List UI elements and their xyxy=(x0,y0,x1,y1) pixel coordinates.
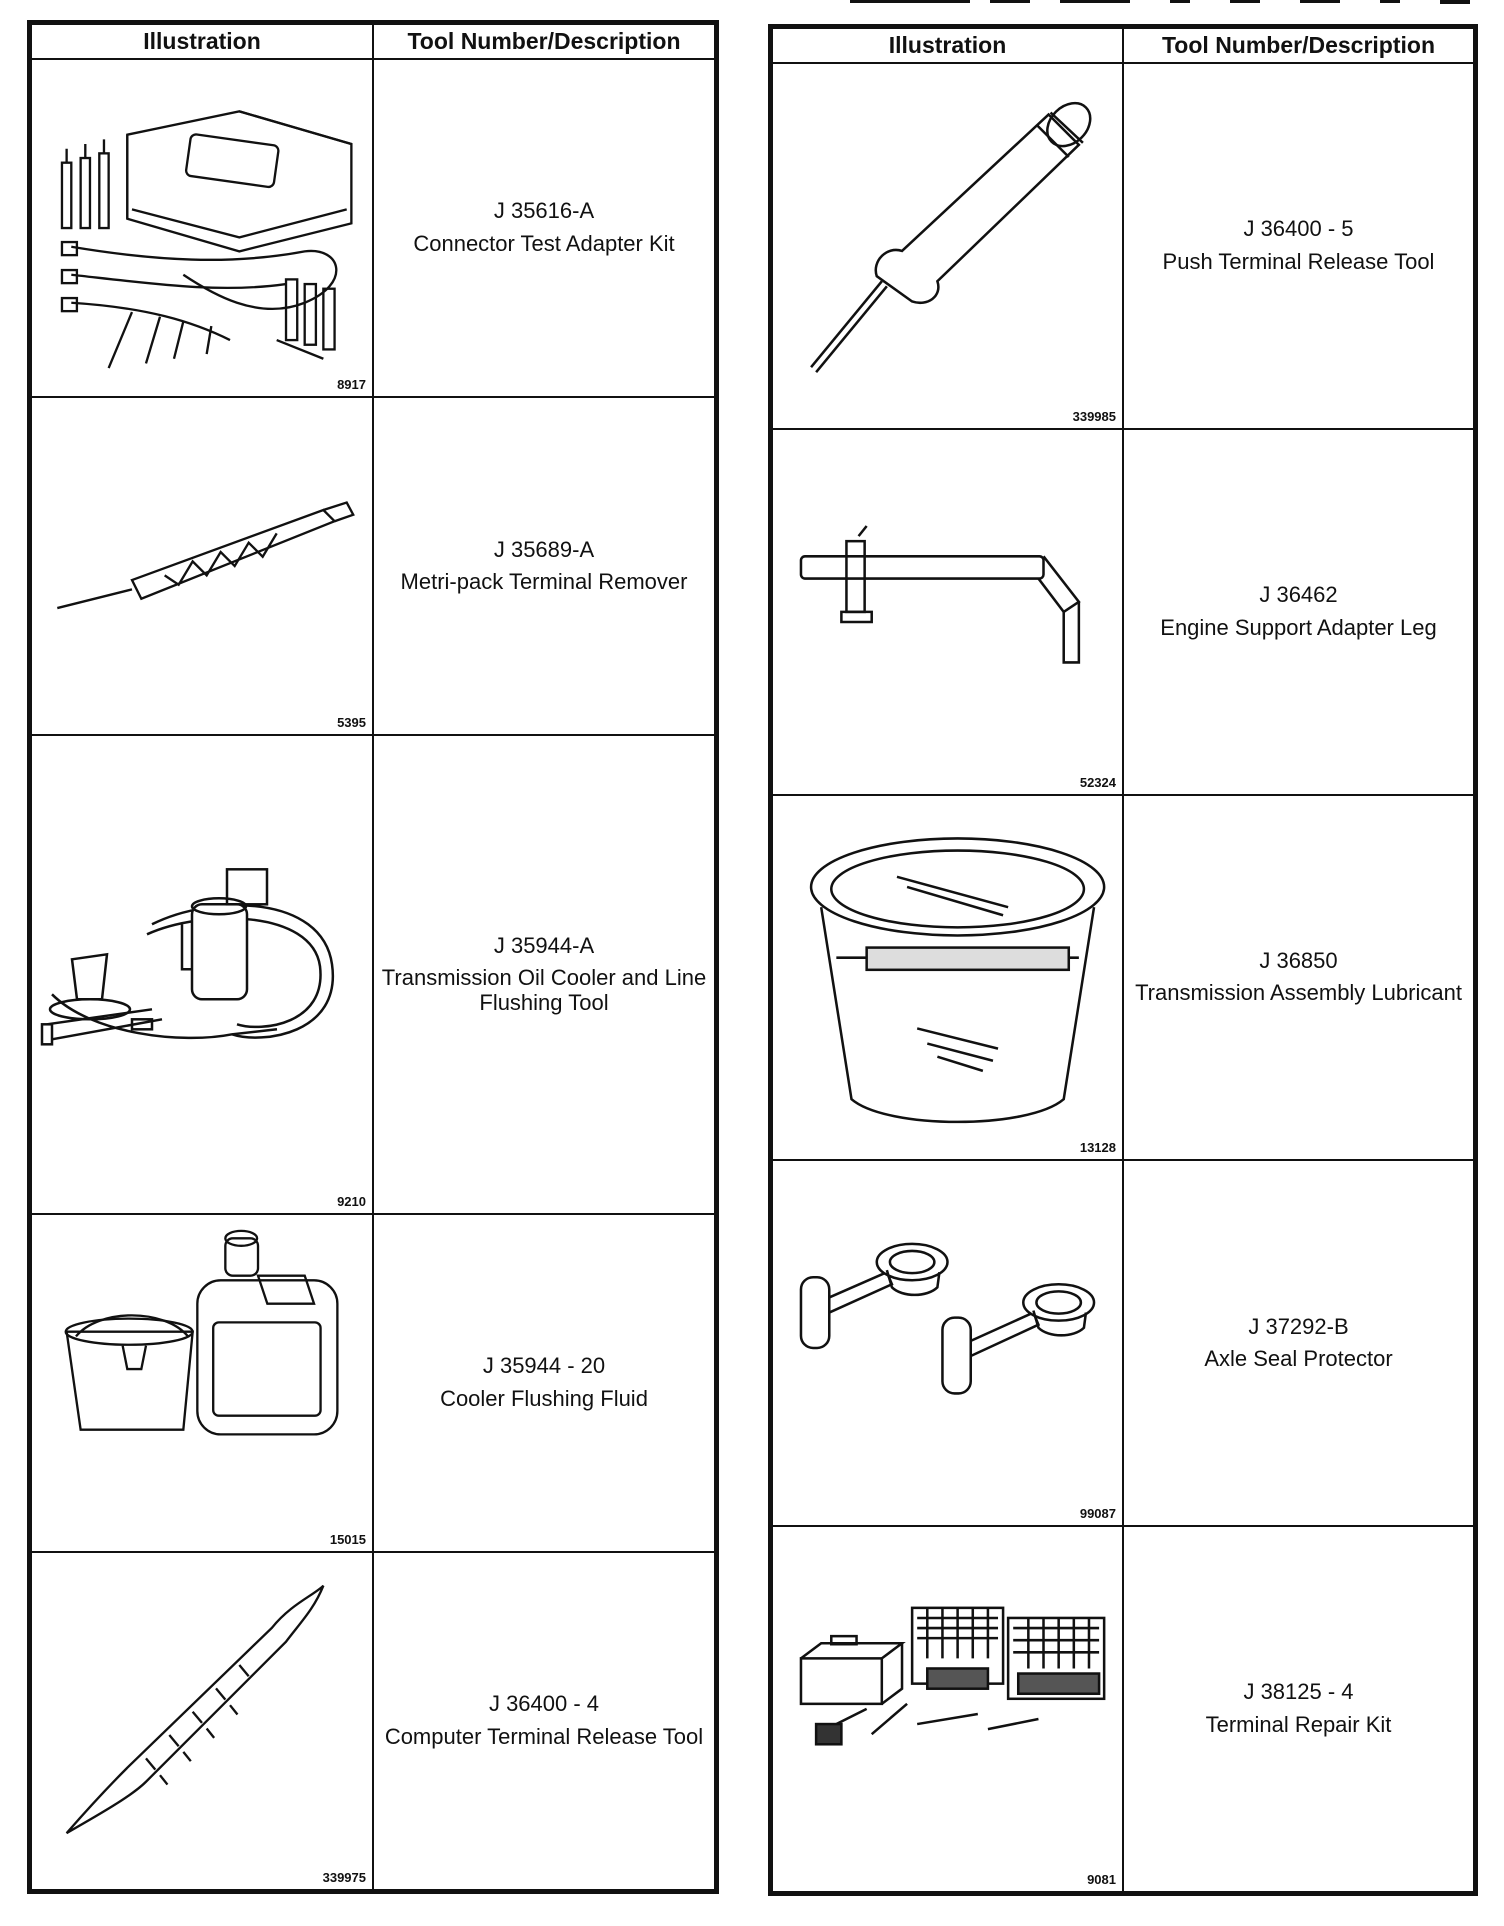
figure-number: 99087 xyxy=(1079,1506,1116,1522)
top-edge-marks xyxy=(850,0,1470,6)
tool-description-cell xyxy=(373,59,715,397)
flushing-fluid-icon xyxy=(32,1215,372,1551)
tool-header: Tool Number/Description xyxy=(1123,28,1474,63)
table-row xyxy=(772,1160,1474,1526)
illustration-cell xyxy=(31,397,373,735)
tool-description-cell xyxy=(373,1214,715,1552)
terminal-remover-icon xyxy=(32,398,372,734)
tool-description: Engine Support Adapter Leg xyxy=(1160,614,1437,640)
illustration-cell xyxy=(772,1160,1123,1526)
seal-protector-icon xyxy=(773,1161,1122,1525)
tool-number: J 35689-A xyxy=(493,536,595,562)
table-row xyxy=(31,1214,715,1552)
illustration-cell xyxy=(31,1552,373,1890)
figure-number: 9210 xyxy=(337,1193,366,1209)
tool-description-cell xyxy=(1123,795,1474,1161)
tool-description-cell xyxy=(1123,63,1474,429)
figure-number: 339975 xyxy=(322,1870,366,1885)
adapter-leg-icon xyxy=(773,430,1122,794)
tool-description: Metri-pack Terminal Remover xyxy=(400,569,688,595)
tool-description-cell xyxy=(373,735,715,1214)
illustration-cell xyxy=(31,59,373,397)
flushing-tool-icon xyxy=(32,736,372,1213)
figure-number: 8917 xyxy=(337,377,366,393)
figure-number: 9081 xyxy=(1087,1872,1116,1887)
illustration-cell xyxy=(772,63,1123,429)
tool-description: Computer Terminal Release Tool xyxy=(384,1723,704,1749)
repair-kit-icon xyxy=(773,1527,1122,1891)
tool-description: Transmission Assembly Lubricant xyxy=(1135,980,1462,1006)
tool-number: J 37292-B xyxy=(1248,1313,1349,1339)
illustration-cell xyxy=(31,735,373,1214)
tool-description: Axle Seal Protector xyxy=(1204,1346,1393,1372)
tool-description: Connector Test Adapter Kit xyxy=(413,231,675,257)
illustration-cell xyxy=(772,429,1123,795)
table-row xyxy=(772,429,1474,795)
illustration-header: Illustration xyxy=(31,24,373,59)
table-row xyxy=(31,735,715,1214)
tool-description-cell xyxy=(1123,1526,1474,1892)
tool-description: Push Terminal Release Tool xyxy=(1162,248,1435,274)
tool-number: J 35616-A xyxy=(493,198,595,224)
tool-number: J 36462 xyxy=(1259,582,1338,608)
lubricant-tub-icon xyxy=(773,796,1122,1160)
tool-number: J 36400 - 5 xyxy=(1243,216,1354,242)
table-row xyxy=(31,59,715,397)
tool-table-right xyxy=(768,24,1478,1896)
illustration-cell xyxy=(772,795,1123,1161)
push-release-tool-icon xyxy=(773,64,1122,428)
release-tool-icon xyxy=(32,1553,372,1889)
table-row xyxy=(772,63,1474,429)
tool-description-cell xyxy=(373,397,715,735)
tool-description: Cooler Flushing Fluid xyxy=(440,1385,648,1411)
illustration-cell xyxy=(31,1214,373,1552)
figure-number: 5395 xyxy=(337,715,366,731)
tool-number: J 38125 - 4 xyxy=(1243,1679,1354,1705)
table-row xyxy=(31,1552,715,1890)
table-row xyxy=(772,795,1474,1161)
tool-number: J 35944 - 20 xyxy=(482,1353,606,1379)
figure-number: 13128 xyxy=(1079,1140,1116,1156)
tool-table-left xyxy=(27,20,719,1894)
table-row xyxy=(31,397,715,735)
tool-number: J 35944-A xyxy=(493,932,595,958)
figure-number: 52324 xyxy=(1079,774,1116,790)
tool-description: Terminal Repair Kit xyxy=(1205,1712,1392,1738)
tool-description-cell xyxy=(373,1552,715,1890)
tool-description-cell xyxy=(1123,429,1474,795)
table-row xyxy=(772,1526,1474,1892)
illustration-cell xyxy=(772,1526,1123,1892)
tool-number: J 36400 - 4 xyxy=(488,1691,600,1717)
tool-description-cell xyxy=(1123,1160,1474,1526)
connector-test-kit-icon xyxy=(32,60,372,396)
figure-number: 339985 xyxy=(1072,408,1116,424)
tool-description: Transmission Oil Cooler and Line Flushing Tool xyxy=(381,965,707,1015)
tool-number: J 36850 xyxy=(1259,947,1338,973)
tool-header: Tool Number/Description xyxy=(373,24,715,59)
figure-number: 15015 xyxy=(329,1531,366,1547)
illustration-header: Illustration xyxy=(772,28,1123,63)
